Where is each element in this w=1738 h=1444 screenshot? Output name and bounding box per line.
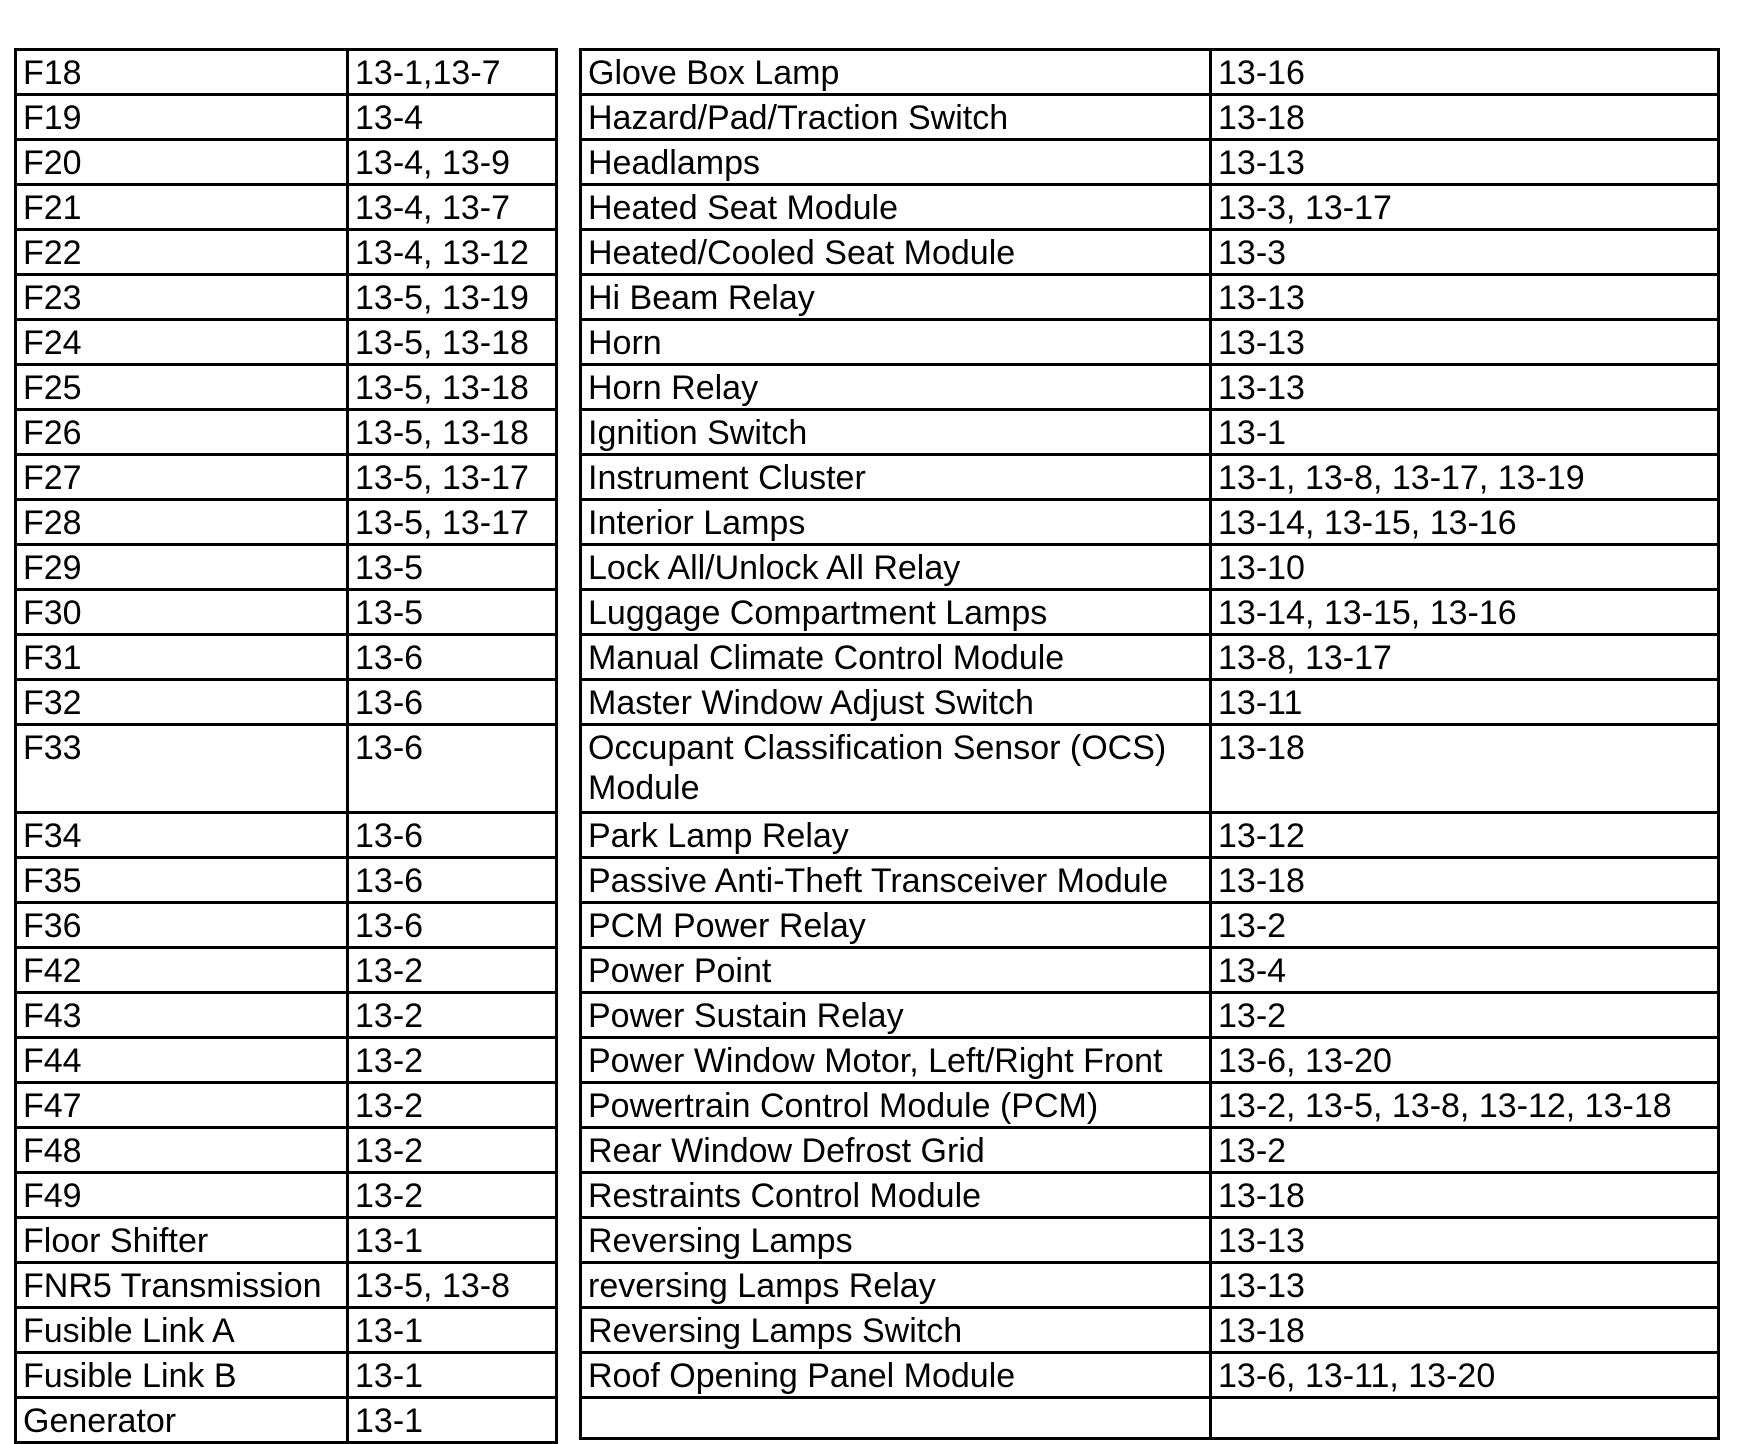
- pages-cell: 13-1, 13-8, 13-17, 13-19: [1211, 455, 1719, 500]
- pages-cell: 13-13: [1211, 140, 1719, 185]
- table-row: [581, 320, 1719, 365]
- pages-cell: 13-5, 13-18: [348, 410, 557, 455]
- pages-cell: 13-13: [1211, 275, 1719, 320]
- table-row: [16, 140, 557, 185]
- table-row: [16, 948, 557, 993]
- pages-cell: 13-18: [1211, 858, 1719, 903]
- pages-cell: 13-1: [348, 1218, 557, 1263]
- component-cell: F44: [16, 1038, 348, 1083]
- table-row: [16, 680, 557, 725]
- table-row: [581, 948, 1719, 993]
- pages-cell: 13-2, 13-5, 13-8, 13-12, 13-18: [1211, 1083, 1719, 1128]
- component-cell: F22: [16, 230, 348, 275]
- table-row: [581, 635, 1719, 680]
- table-row: [581, 1398, 1719, 1439]
- component-cell: F48: [16, 1128, 348, 1173]
- pages-cell: 13-18: [1211, 1308, 1719, 1353]
- component-cell: F19: [16, 95, 348, 140]
- component-cell: Headlamps: [581, 140, 1211, 185]
- component-cell: F34: [16, 813, 348, 858]
- pages-cell: 13-6: [348, 725, 557, 813]
- left-table-body: [16, 50, 557, 1443]
- table-row: [16, 500, 557, 545]
- component-cell: Heated/Cooled Seat Module: [581, 230, 1211, 275]
- pages-cell: 13-16: [1211, 50, 1719, 95]
- component-cell: Reversing Lamps: [581, 1218, 1211, 1263]
- component-cell: Floor Shifter: [16, 1218, 348, 1263]
- component-cell: Master Window Adjust Switch: [581, 680, 1211, 725]
- pages-cell: 13-6: [348, 813, 557, 858]
- table-row: [581, 545, 1719, 590]
- table-row: [581, 1083, 1719, 1128]
- component-cell: reversing Lamps Relay: [581, 1263, 1211, 1308]
- table-row: [581, 1128, 1719, 1173]
- component-cell: Park Lamp Relay: [581, 813, 1211, 858]
- table-row: [16, 1038, 557, 1083]
- table-row: [581, 1218, 1719, 1263]
- table-row: [581, 1038, 1719, 1083]
- pages-cell: 13-14, 13-15, 13-16: [1211, 590, 1719, 635]
- component-cell: F36: [16, 903, 348, 948]
- pages-cell: 13-13: [1211, 320, 1719, 365]
- component-cell: F23: [16, 275, 348, 320]
- component-cell: F30: [16, 590, 348, 635]
- table-row: [581, 858, 1719, 903]
- pages-cell: 13-2: [348, 1038, 557, 1083]
- pages-cell: 13-1: [348, 1353, 557, 1398]
- pages-cell: 13-4: [348, 95, 557, 140]
- table-row: [581, 680, 1719, 725]
- component-cell: Reversing Lamps Switch: [581, 1308, 1211, 1353]
- pages-cell: 13-2: [1211, 1128, 1719, 1173]
- left-index-table: [14, 48, 558, 1444]
- table-row: [581, 140, 1719, 185]
- component-cell: F31: [16, 635, 348, 680]
- table-row: [16, 1353, 557, 1398]
- pages-cell: 13-6: [348, 635, 557, 680]
- component-cell: F26: [16, 410, 348, 455]
- component-cell: F42: [16, 948, 348, 993]
- component-cell: Horn Relay: [581, 365, 1211, 410]
- table-row: [581, 725, 1719, 813]
- table-row: [581, 903, 1719, 948]
- table-row: [581, 993, 1719, 1038]
- table-row: [16, 858, 557, 903]
- component-cell: Hi Beam Relay: [581, 275, 1211, 320]
- pages-cell: 13-5: [348, 545, 557, 590]
- pages-cell: 13-6: [348, 858, 557, 903]
- pages-cell: 13-13: [1211, 365, 1719, 410]
- table-row: [581, 1173, 1719, 1218]
- table-row: [581, 410, 1719, 455]
- component-cell: F32: [16, 680, 348, 725]
- pages-cell: 13-5, 13-18: [348, 320, 557, 365]
- pages-cell: [1211, 1398, 1719, 1439]
- pages-cell: 13-11: [1211, 680, 1719, 725]
- component-cell: Hazard/Pad/Traction Switch: [581, 95, 1211, 140]
- table-row: [16, 1308, 557, 1353]
- component-cell: Heated Seat Module: [581, 185, 1211, 230]
- table-row: [16, 993, 557, 1038]
- pages-cell: 13-14, 13-15, 13-16: [1211, 500, 1719, 545]
- pages-cell: 13-3: [1211, 230, 1719, 275]
- pages-cell: 13-6, 13-11, 13-20: [1211, 1353, 1719, 1398]
- table-row: [16, 320, 557, 365]
- table-row: [16, 410, 557, 455]
- table-row: [581, 455, 1719, 500]
- component-cell: F27: [16, 455, 348, 500]
- component-cell: Passive Anti-Theft Transceiver Module: [581, 858, 1211, 903]
- table-row: [16, 725, 557, 813]
- table-row: [16, 1218, 557, 1263]
- table-row: [581, 185, 1719, 230]
- table-row: [581, 813, 1719, 858]
- pages-cell: 13-2: [1211, 903, 1719, 948]
- component-cell: F18: [16, 50, 348, 95]
- table-row: [16, 275, 557, 320]
- component-cell: Interior Lamps: [581, 500, 1211, 545]
- pages-cell: 13-5, 13-17: [348, 500, 557, 545]
- pages-cell: 13-1: [348, 1308, 557, 1353]
- table-row: [581, 365, 1719, 410]
- table-row: [16, 1263, 557, 1308]
- component-cell: Restraints Control Module: [581, 1173, 1211, 1218]
- pages-cell: 13-13: [1211, 1218, 1719, 1263]
- component-cell: Lock All/Unlock All Relay: [581, 545, 1211, 590]
- component-cell: Power Sustain Relay: [581, 993, 1211, 1038]
- component-cell: Power Window Motor, Left/Right Front: [581, 1038, 1211, 1083]
- right-table-body: [581, 50, 1719, 1439]
- component-cell: F33: [16, 725, 348, 813]
- pages-cell: 13-6: [348, 680, 557, 725]
- right-index-table: [579, 48, 1720, 1440]
- pages-cell: 13-5, 13-19: [348, 275, 557, 320]
- component-cell: F43: [16, 993, 348, 1038]
- component-cell: F21: [16, 185, 348, 230]
- component-cell: FNR5 Transmission: [16, 1263, 348, 1308]
- table-row: [16, 903, 557, 948]
- pages-cell: 13-12: [1211, 813, 1719, 858]
- table-row: [16, 365, 557, 410]
- component-cell: Rear Window Defrost Grid: [581, 1128, 1211, 1173]
- table-row: [581, 1308, 1719, 1353]
- pages-cell: 13-18: [1211, 1173, 1719, 1218]
- pages-cell: 13-3, 13-17: [1211, 185, 1719, 230]
- table-row: [581, 50, 1719, 95]
- component-cell: F49: [16, 1173, 348, 1218]
- component-cell: Ignition Switch: [581, 410, 1211, 455]
- pages-cell: 13-4, 13-7: [348, 185, 557, 230]
- table-row: [16, 1083, 557, 1128]
- table-row: [581, 95, 1719, 140]
- component-cell: Fusible Link A: [16, 1308, 348, 1353]
- table-row: [16, 50, 557, 95]
- table-row: [16, 1128, 557, 1173]
- component-cell: Generator: [16, 1398, 348, 1443]
- table-row: [16, 635, 557, 680]
- pages-cell: 13-4, 13-9: [348, 140, 557, 185]
- table-row: [581, 1353, 1719, 1398]
- component-cell: Instrument Cluster: [581, 455, 1211, 500]
- component-cell: Powertrain Control Module (PCM): [581, 1083, 1211, 1128]
- pages-cell: 13-18: [1211, 95, 1719, 140]
- table-row: [16, 813, 557, 858]
- pages-cell: 13-5, 13-8: [348, 1263, 557, 1308]
- component-cell: F20: [16, 140, 348, 185]
- table-row: [16, 590, 557, 635]
- component-cell: Roof Opening Panel Module: [581, 1353, 1211, 1398]
- component-cell: Manual Climate Control Module: [581, 635, 1211, 680]
- pages-cell: 13-5, 13-17: [348, 455, 557, 500]
- pages-cell: 13-2: [348, 1173, 557, 1218]
- component-cell: Occupant Classification Sensor (OCS) Module: [581, 725, 1211, 813]
- pages-cell: 13-2: [348, 1128, 557, 1173]
- pages-cell: 13-2: [1211, 993, 1719, 1038]
- pages-cell: 13-4: [1211, 948, 1719, 993]
- pages-cell: 13-4, 13-12: [348, 230, 557, 275]
- component-cell: F35: [16, 858, 348, 903]
- table-row: [581, 590, 1719, 635]
- pages-cell: 13-5, 13-18: [348, 365, 557, 410]
- pages-cell: 13-1: [348, 1398, 557, 1443]
- table-row: [16, 1173, 557, 1218]
- table-row: [16, 230, 557, 275]
- pages-cell: 13-2: [348, 948, 557, 993]
- table-row: [16, 545, 557, 590]
- pages-cell: 13-10: [1211, 545, 1719, 590]
- component-cell: Power Point: [581, 948, 1211, 993]
- pages-cell: 13-8, 13-17: [1211, 635, 1719, 680]
- pages-cell: 13-6: [348, 903, 557, 948]
- table-row: [581, 1263, 1719, 1308]
- component-cell: [581, 1398, 1211, 1439]
- table-row: [581, 230, 1719, 275]
- pages-cell: 13-5: [348, 590, 557, 635]
- pages-cell: 13-6, 13-20: [1211, 1038, 1719, 1083]
- pages-cell: 13-13: [1211, 1263, 1719, 1308]
- component-cell: Horn: [581, 320, 1211, 365]
- table-row: [581, 275, 1719, 320]
- table-row: [16, 455, 557, 500]
- table-row: [16, 1398, 557, 1443]
- component-cell: PCM Power Relay: [581, 903, 1211, 948]
- component-cell: F29: [16, 545, 348, 590]
- pages-cell: 13-1,13-7: [348, 50, 557, 95]
- pages-cell: 13-18: [1211, 725, 1719, 813]
- component-cell: F25: [16, 365, 348, 410]
- component-cell: Glove Box Lamp: [581, 50, 1211, 95]
- component-cell: F28: [16, 500, 348, 545]
- table-row: [16, 95, 557, 140]
- component-cell: Luggage Compartment Lamps: [581, 590, 1211, 635]
- pages-cell: 13-2: [348, 1083, 557, 1128]
- table-row: [581, 500, 1719, 545]
- pages-cell: 13-1: [1211, 410, 1719, 455]
- component-cell: F24: [16, 320, 348, 365]
- pages-cell: 13-2: [348, 993, 557, 1038]
- table-row: [16, 185, 557, 230]
- component-cell: F47: [16, 1083, 348, 1128]
- component-cell: Fusible Link B: [16, 1353, 348, 1398]
